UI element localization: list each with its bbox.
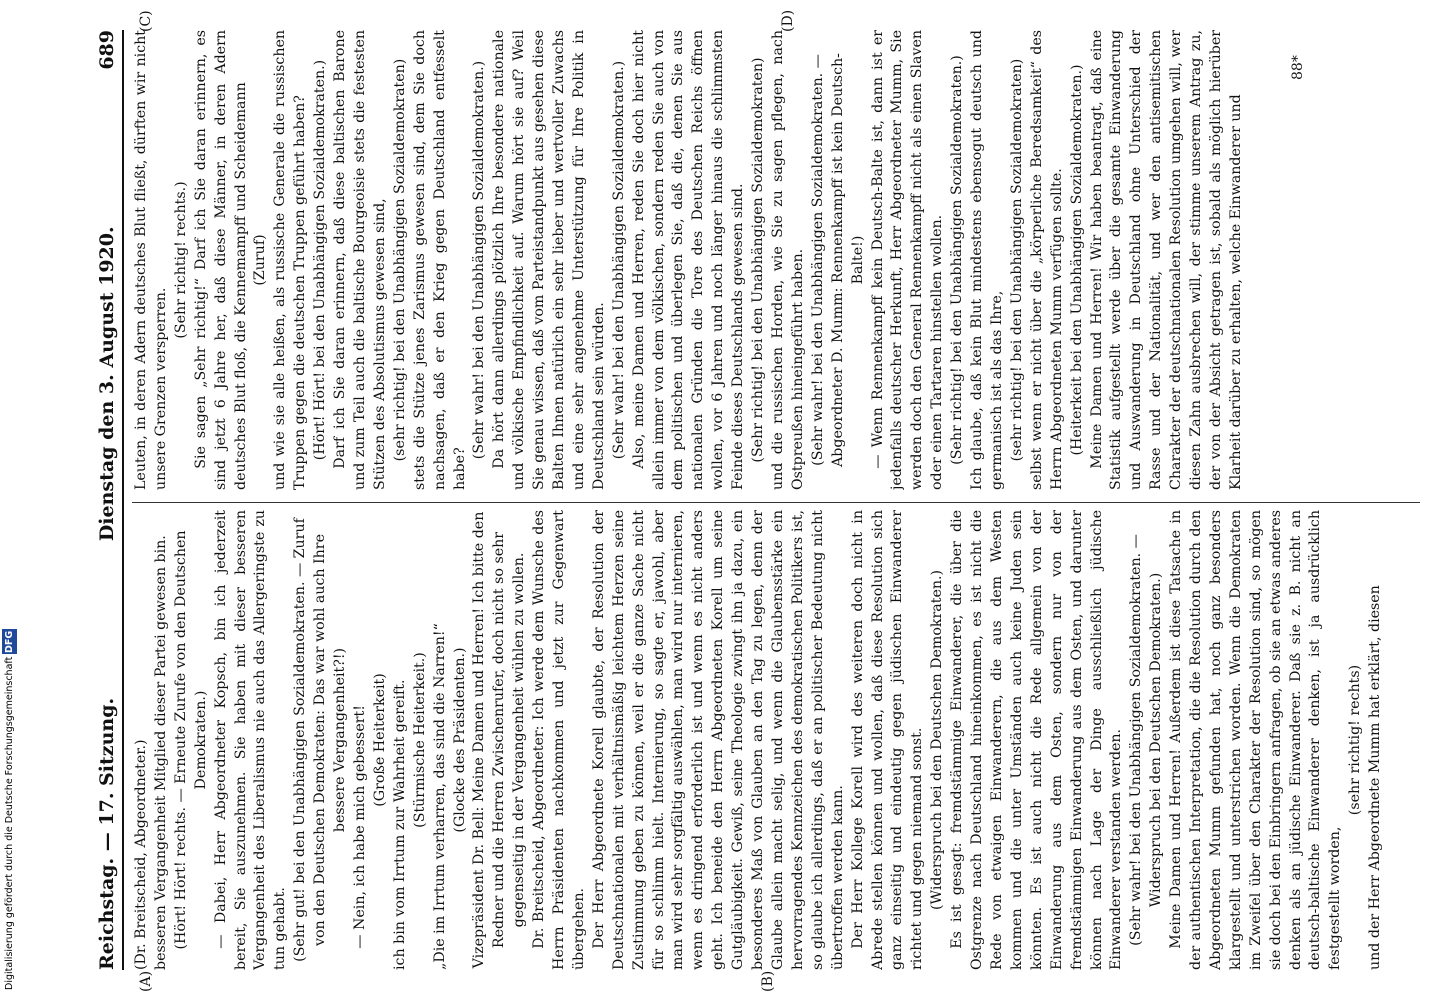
paragraph: (Sehr wahr! bei den Unabhängigen Sozialdemokraten. — Widerspruch bei den Deutschen Demokraten.) bbox=[1128, 534, 1165, 946]
paragraph: „Die im Irrtum verharren, das sind die Narren!“ bbox=[431, 623, 448, 970]
page-number: 689 bbox=[96, 30, 118, 70]
paragraph: (Sehr richtig! bei den Unabhängigen Sozialdemokraten.) bbox=[949, 55, 966, 465]
paragraph: Dr. Breitscheid, Abgeordneter: Ich werde dem Wunsche des Herrn Präsidenten nachkommen und jetzt zur Gegenwart übergehen. bbox=[531, 510, 587, 970]
paragraph: (Widerspruch bei den Deutschen Demokraten.) bbox=[929, 569, 946, 911]
margin-marker-a: (A) bbox=[138, 970, 154, 992]
paragraph: (sehr richtig! bei den Unabhängigen Sozialdemokraten) bbox=[1008, 58, 1025, 462]
paragraph: (sehr richtig! rechts) bbox=[1347, 664, 1364, 816]
paragraph: (Sehr wahr! bei den Unabhängigen Sozialdemokraten.) bbox=[610, 60, 627, 460]
paragraph: (Dr. Breitscheid, Abgeordneter.) bbox=[133, 739, 149, 970]
newspaper-page bbox=[80, 0, 1434, 1000]
paragraph: und wie sie alle heißen, als russische Generale die russischen Truppen gegen die deutschen Truppen geführt haben? bbox=[272, 30, 309, 490]
paragraph: (Sehr richtig! bei den Unabhängigen Sozialdemokraten) bbox=[750, 57, 767, 463]
paragraph: stets die Stütze jenes Zarismus gewesen sind, dem Sie doch nachsagen, daß er den Krieg gegen Deutschland entfesselt habe? bbox=[411, 30, 468, 490]
paragraph: — Wenn Rennenkampff kein Deutsch-Balte ist, dann ist er jedenfalls deutscher Herkunft, Herr Abgeordneter Mumm, Sie werden doch den General Rennenkampff nicht als einen Slaven oder einen Tartaren hinstellen wollen. bbox=[869, 30, 946, 490]
paragraph: — Nein, ich habe mich gebessert! bbox=[351, 705, 368, 949]
paragraph: (Hört! Hört! bei den Unabhängigen Sozialdemokraten.) bbox=[312, 59, 329, 461]
paragraph: besseren Vergangenheit Mitglied dieser Partei gewesen bin. bbox=[152, 535, 169, 970]
paragraph: (Große Heiterkeit) bbox=[371, 673, 388, 807]
paragraph: Sie sagen „Sehr richtig!“ Darf ich Sie daran erinnern, es sind jetzt 6 Jahre her, daß diese Männer, in deren Adern deutsches Blut floß, die Kennemampff und Scheidemann bbox=[192, 30, 249, 490]
paragraph: und der Herr Abgeordnete Mumm hat erklärt, diesen bbox=[1367, 585, 1384, 970]
credit-text: Digitalisierung gefördert durch die Deutsche Forschungsgemeinschaft bbox=[4, 656, 15, 990]
paragraph: (Zuruf) bbox=[252, 234, 269, 286]
paragraph: (Glocke des Präsidenten.) bbox=[451, 647, 468, 833]
paragraph: Ich glaube, daß kein Blut mindestens ebensogut deutsch und germanisch ist als das Ihre, bbox=[969, 30, 1005, 490]
paragraph: Meine Damen und Herren! Wir haben beantragt, daß eine Statistik aufgestellt werde über die gesamte Einwanderung und Auswanderung in Deutschland ohne Unterschied der Rasse und der Nationalität, und wer den antisemitischen Charakter der deutschnationalen Resolution umgehen will, wer diesen Zahn ausbrechen will, der stimme unserem Antrag zu, der von der Absicht getragen ist, sobald als möglich hierüber Klarheit darüber zu erhalten, welche Einwanderer und bbox=[1088, 30, 1244, 490]
paragraph: Es ist gesagt: fremdstämmige Einwanderer, die über die Ostgrenze nach Deutschland hineinkommen, es ist nicht die Rede von etwaigen Einwanderern, die aus dem Westen kommen und die unter Umständen auch keine Juden sein könnten. Es ist auch nicht die Rede allgemein von der Einwanderung aus dem Osten, sondern nur von der fremdstämmigen Einwanderung aus dem Osten, und darunter können nach Lage der Dinge ausschließlich jüdische Einwanderer verstanden werden. bbox=[949, 510, 1125, 970]
paragraph: (Sehr wahr! bei den Unabhängigen Sozialdemokraten. — Abgeordneter D. Mumm: Rennenkampff ist kein Deutsch-Balte!) bbox=[809, 53, 866, 467]
paragraph: Meine Damen und Herren! Außerdem ist diese Tatsache in der authentischen Interpretation, die die Resolution durch den Abgeordneten Mumm gefunden hat, noch ganz besonders klargestellt und unterstrichen worden. Wenn die Demokraten im Zweifel über den Charakter der Resolution sind, so mögen sie doch bei den Einbringern anfragen, ob sie an etwas anderes denken als an jüdische Einwanderer. Daß sie z. B. nicht an deutsch-baltische Einwanderer denken, ist ja ausdrücklich festgestellt worden, bbox=[1168, 510, 1344, 970]
paragraph: Vizepräsident Dr. Bell: Meine Damen und Herren! Ich bitte den Redner und die Herren Zwischenrufer, doch nicht so sehr gegenseitig in der Vergangenheit wühlen zu wollen. bbox=[471, 511, 528, 969]
margin-marker-b: (B) bbox=[760, 970, 776, 992]
paragraph: (Stürmische Heiterkeit.) bbox=[411, 652, 428, 828]
column-divider bbox=[132, 502, 1420, 503]
margin-marker-d: (D) bbox=[780, 9, 796, 32]
paragraph: und die russischen Horden, wie Sie zu sagen pflegen, nach Ostpreußen hineingeführt haben. bbox=[770, 30, 806, 490]
paragraph: Der Herr Kollege Korell wird des weiteren doch nicht in Abrede stellen können und wollen, daß diese Resolution sich ganz einseitig und eindeutig gegen jüdischen Einwanderer richtet und gegen niemand sonst. bbox=[849, 510, 926, 970]
margin-marker-c: (C) bbox=[138, 10, 154, 32]
paragraph: (Heiterkeit bei den Unabhängigen Sozialdemokraten.) bbox=[1068, 64, 1085, 456]
column-right bbox=[132, 30, 1420, 490]
paragraph: Da hört dann allerdings plötzlich Ihre besondere nationale und völkische Empfindlichkeit auf. Warum hört sie auf? Weil Sie genau wissen, daß vom Parteistandpunkt aus gesehen diese Balten Ihnen natürlich ein sehr lieber und wertvoller Zuwachs und eine sehr angenehme Unterstützung für Ihre Politik in Deutschland sein würden. bbox=[491, 30, 607, 490]
paragraph: selbst wenn er nicht über die „körperliche Beredsamkeit“ des Herrn Abgeordneten Mumm verfügen sollte. bbox=[1028, 30, 1065, 490]
digitization-credit bbox=[2, 560, 16, 990]
signature-mark: 88* bbox=[1290, 55, 1306, 80]
header-date: Dienstag den 3. August 1920. bbox=[96, 226, 118, 542]
paragraph: Also, meine Damen und Herren, reden Sie doch hier nicht allein immer von dem völkischen, sondern reden Sie auch von dem politischen und überlegen Sie, daß die, denen Sie aus nationalen Gründen die Tore des Deutschen Reichs öffnen wollen, vor 6 Jahren und noch länger hinaus die schlimmsten Feinde dieses Deutschlands gewesen sind. bbox=[630, 30, 747, 490]
header-title: Reichstag. — 17. Sitzung. bbox=[96, 697, 118, 970]
paragraph: (Sehr richtig! rechts.) bbox=[172, 181, 189, 339]
page-header bbox=[92, 30, 124, 970]
column-left bbox=[132, 510, 1420, 970]
paragraph: (Sehr gut! bei den Unabhängigen Sozialdemokraten. — Zuruf von den Deutschen Demokraten: Das war wohl auch Ihre bessere Vergangenheit?!) bbox=[292, 518, 349, 962]
paragraph: Der Herr Abgeordnete Korell glaubte, der Resolution der Deutschnationalen mit verhältnismäßig leichtem Herzen seine Zustimmung geben zu können, weil er die ganze Sache nicht für so schlimm hielt. Internierung, so sagte er, jawohl, aber man wird sehr sorgfältig auswählen, man wird nur internieren, wenn es dringend erforderlich ist und wenn es nicht anders geht. Ich beneide den Herrn Abgeordneten Korell um seine Gutgläubigkeit. Gewiß, seine Theologie zwingt ihn ja dazu, ein besonderes Maß von Glauben an den Tag zu legen, denn der Glaube allein macht selig, und wenn die Glaubensstärke ein hervorragendes Kennzeichen des demokratischen Politikers ist, so glaube ich allerdings, daß er an politischer Bedeutung nicht übertroffen werden kann. bbox=[590, 510, 846, 970]
paragraph: (sehr richtig! bei den Unabhängigen Sozialdemokraten) bbox=[391, 58, 408, 462]
paragraph: Leuten, in deren Adern deutsches Blut fließt, dürften wir nicht unsere Grenzen versperren. bbox=[133, 30, 169, 490]
paragraph: — Dabei, Herr Abgeordneter Kopsch, bin ich jederzeit bereit, Sie auszunehmen. Sie haben mit dieser besseren Vergangenheit des Liberalismus nie auch das Allergeringste zu tun gehabt. bbox=[212, 510, 289, 970]
paragraph: (Hört! Hört! rechts. — Erneute Zurufe von den Deutschen Demokraten.) bbox=[172, 530, 209, 950]
paragraph: Darf ich Sie daran erinnern, daß diese baltischen Barone und zum Teil auch die baltische Bourgeoisie stets die festesten Stützen des Absolutismus gewesen sind, bbox=[332, 30, 388, 490]
dfg-logo: DFG bbox=[4, 630, 15, 653]
paragraph: ich bin vom Irrtum zur Wahrheit gereift. bbox=[391, 679, 408, 970]
paragraph: (Sehr wahr! bei den Unabhängigen Sozialdemokraten.) bbox=[471, 60, 488, 460]
